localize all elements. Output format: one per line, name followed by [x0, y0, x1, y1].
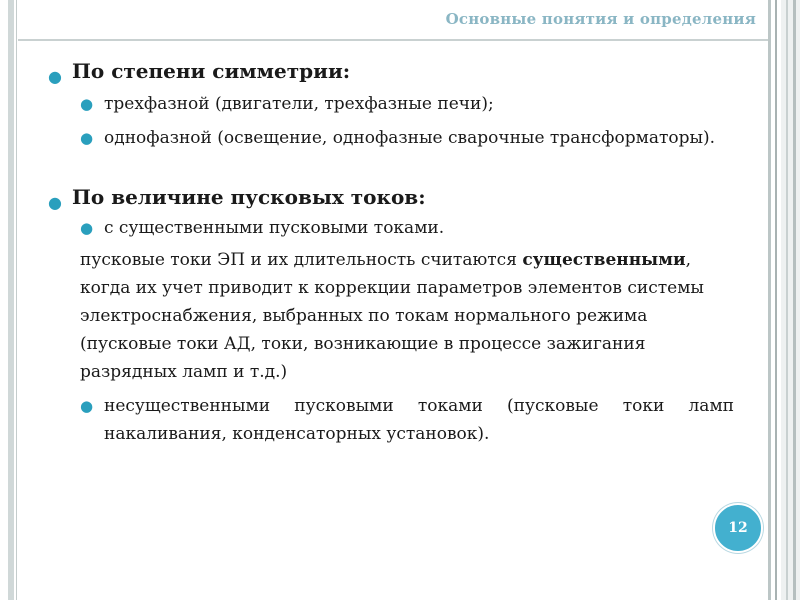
- page-number-badge: 12: [713, 503, 763, 553]
- section-gap: [48, 152, 734, 182]
- list-item: [80, 392, 734, 448]
- left-frame-bar: [8, 0, 14, 600]
- section-heading-symmetry: [48, 56, 734, 86]
- paragraph-text-end: , когда их учет приводит к коррекции параметров элементов системы электроснабжения, выбранных по токам нормального режима (пусковые токи АД, токи, возникающие в процессе зажигания разрядных ламп и т.д.): [80, 250, 704, 382]
- right-frame-panel: [781, 0, 800, 600]
- right-frame-line-2: [786, 0, 788, 600]
- heading-text: По степени симметрии:: [72, 59, 351, 83]
- paragraph-bold-term: существенными: [522, 250, 686, 270]
- right-frame-bar: [768, 0, 771, 600]
- list-item-text: с существенными пусковыми токами.: [104, 218, 445, 238]
- right-frame-line: [775, 0, 777, 600]
- title-bar: [18, 0, 768, 40]
- bullet-icon: ●: [80, 129, 94, 147]
- title-rule: [18, 39, 768, 41]
- list-item-text: несущественными пусковыми токами (пусковые токи ламп накаливания, конденсаторных установок).: [104, 396, 734, 444]
- right-frame-line-3: [793, 0, 796, 600]
- list-item: [80, 124, 734, 152]
- paragraph-text-start: пусковые токи ЭП и их длительность считаются: [80, 250, 523, 270]
- bullet-icon: ●: [80, 219, 94, 237]
- heading-text: По величине пусковых токов:: [72, 185, 426, 209]
- section-heading-starting-currents: [48, 182, 734, 212]
- list-item-text: однофазной (освещение, однофазные сварочные трансформаторы).: [104, 128, 716, 148]
- list-item: [80, 214, 734, 242]
- bullet-icon: ●: [80, 95, 94, 113]
- bullet-icon: ●: [48, 193, 62, 212]
- list-item: [80, 90, 734, 118]
- slide-title: Основные понятия и определения: [445, 10, 756, 28]
- bullet-icon: ●: [48, 67, 62, 86]
- list-item-text: трехфазной (двигатели, трехфазные печи);: [104, 94, 494, 114]
- slide-content: [48, 56, 734, 448]
- left-frame-line: [16, 0, 17, 600]
- bullet-icon: ●: [80, 397, 94, 415]
- explanation-paragraph: [80, 246, 734, 386]
